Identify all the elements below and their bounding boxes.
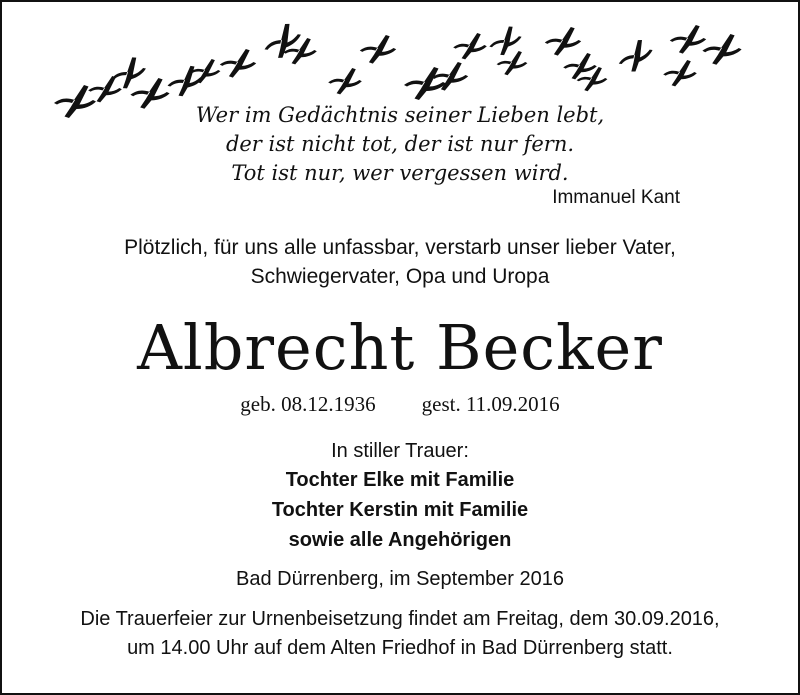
intro-line: Schwiegervater, Opa und Uropa <box>250 265 550 288</box>
quote-author: Immanuel Kant <box>552 187 680 208</box>
birth-date: geb. 08.12.1936 <box>240 392 376 416</box>
funeral-info-line: Die Trauerfeier zur Urnenbeisetzung findet am Freitag, dem 30.09.2016, <box>80 608 720 630</box>
quote-line: Wer im Gedächtnis seiner Lieben lebt, <box>195 103 605 127</box>
death-date: gest. 11.09.2016 <box>421 392 560 416</box>
quote-line: der ist nicht tot, der ist nur fern. <box>225 132 575 156</box>
mourner-name: Tochter Kerstin mit Familie <box>271 499 529 521</box>
quote-line: Tot ist nur, wer vergessen wird. <box>231 161 569 185</box>
life-dates <box>0 390 800 418</box>
deceased-name: Albrecht Becker <box>137 311 663 384</box>
funeral-info-line: um 14.00 Uhr auf dem Alten Friedhof in Bad Dürrenberg statt. <box>127 637 673 659</box>
mourners-heading: In stiller Trauer: <box>331 440 469 462</box>
mourner-name: Tochter Elke mit Familie <box>285 469 515 491</box>
place-date: Bad Dürrenberg, im September 2016 <box>236 568 564 590</box>
intro-line: Plötzlich, für uns alle unfassbar, verstarb unser lieber Vater, <box>124 236 676 259</box>
mourner-name: sowie alle Angehörigen <box>288 529 512 551</box>
